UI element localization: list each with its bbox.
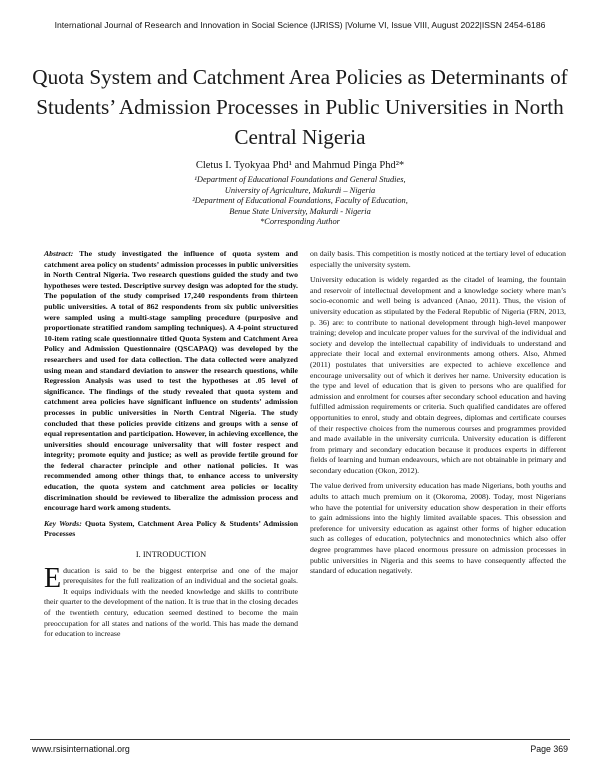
affiliation-line: University of Agriculture, Makurdi – Nigeria	[224, 185, 376, 195]
intro-paragraph-1-continued: on daily basis. This competition is mostly noticed at the tertiary level of education especially the university system.	[310, 249, 566, 269]
affiliations	[0, 175, 600, 228]
affiliation-line: Benue State University, Makurdi - Nigeria	[229, 206, 371, 216]
right-column	[310, 249, 566, 582]
journal-header: International Journal of Research and Innovation in Social Science (IJRISS) |Volume VI, Issue VIII, August 2022|ISSN 2454-6186	[54, 20, 546, 30]
left-column	[44, 249, 298, 645]
intro-paragraph-1	[44, 562, 298, 640]
intro-paragraph-3: The value derived from university education has made Nigerians, both youths and adults to attach much premium on it (Okoroma, 2008). Today, most Nigerians who have the potential for university education show desperation in their efforts to gain admissions into the highly limited available spaces. This obsession and preference for university education as against other forms of higher education such as colleges of education, polytechnics and monotechnics which also offer degree programmes have placed enormous pressure on admission processes in public universities in Nigeria and this seems to have consequently affected the standard of education negatively.	[310, 481, 566, 576]
intro-paragraph-2: University education is widely regarded as the citadel of learning, the fountain and reservoir of intellectual development and a knowledge society where man’s socio-economic and well being is advanced (Anao, 2011). Thus, the vision of university education as stipulated by the Federal Republic of Nigeria (FRN, 2013, p. 36) are: to contribute to national development through high-level manpower training; develop and inculcate proper values for the survival of the individual and society and develop the intellectual capability of individuals to understand and appreciate their local and external environments among others. Also, Ahmed (2011) postulates that universities are expected to achieve excellence and encourage universality out of which it derives her name. University education is the type and level of education that is given to persons who are qualified for admission and enrolment for courses after secondary school education and having fulfilled admission requirements or criteria. Such qualified candidates are offered opportunities to enrol, study and obtain degrees, diplomas and certificate courses of their respective choices from the numerous courses and programmes provided and made available in the university curricula. University education is different from primary and secondary education because it produces experts in different fields of learning and human endeavours, which are not obtainable in primary and secondary education (Okon, 2012).	[310, 275, 566, 475]
affiliation-line: ¹Department of Educational Foundations and General Studies,	[194, 175, 406, 184]
intro-paragraph-1-text: ducation is said to be the biggest enterprise and one of the major prerequisites for the full realization of an individual and the societal goals. It equips individuals with the needed knowledge and skills to contribute their quarter to the development of the nation. It is true that in the closing decades of the twentieth century, education seemed destined to become the main preoccupation for all states and nations of the world. This has made the demand for education to increase	[44, 565, 298, 639]
abstract-label: Abstract:	[44, 249, 74, 258]
abstract	[44, 249, 298, 514]
corresponding-author-note: *Corresponding Author	[260, 217, 340, 227]
keywords	[44, 519, 298, 540]
paper-title: Quota System and Catchment Area Policies as Determinants of Students’ Admission Processes in Public Universities in North Central Nigeria	[32, 65, 568, 149]
section-heading-introduction: I. INTRODUCTION	[135, 550, 207, 560]
footer-page-number: Page 369	[530, 744, 568, 754]
author-line: Cletus I. Tyokyaa Phd¹ and Mahmud Pinga Phd²*	[195, 160, 405, 171]
affiliation-line: ²Department of Educational Foundations, Faculty of Education,	[192, 196, 408, 206]
keywords-text: Quota System, Catchment Area Policy & Students’ Admission Processes	[44, 518, 298, 539]
drop-cap: E	[44, 562, 62, 594]
footer-website: www.rsisinternational.org	[32, 744, 130, 754]
abstract-text: The study investigated the influence of quota system and catchment area policy on students’ admission processes in public universities in North Central Nigeria. Two research questions guided the study and two hypotheses were tested. Descriptive survey design was adopted for the study. The population of the study comprised 17,240 respondents from thirteen public universities. A total of 862 respondents from six public universities were sampled using a multi-stage sampling procedure (purposive and proportionate stratified random sampling techniques). A 4-point structured 10-item rating scale questionnaire titled Quota System and Catchment Area Policy and Admission Questionnaire (QSCAPAQ) was developed by the researchers and used for data collection. The data collected were analyzed using mean and standard deviation to answer the research questions, while Regression Analysis was used to test the hypotheses at .05 level of significance. The findings of the study revealed that quota system and catchment area policies have significant influence on students’ admission processes in public universities in North Central Nigeria. The study concluded that these policies provide citizens and groups with a sense of equal representation and participation. However, in achieving excellence, the universities should encourage universality that will foster respect and integrity; promote equity and justice; as well as provide fertile ground for the federal character principle and other national policies. It was recommended among other things that, to enhance access to university education, the quota system and catchment area policies or locality discrimination should be reviewed to liberalize the admission process and encourage hard work among students.	[44, 249, 298, 513]
footer-divider	[30, 739, 570, 740]
keywords-label: Key Words:	[44, 518, 82, 528]
